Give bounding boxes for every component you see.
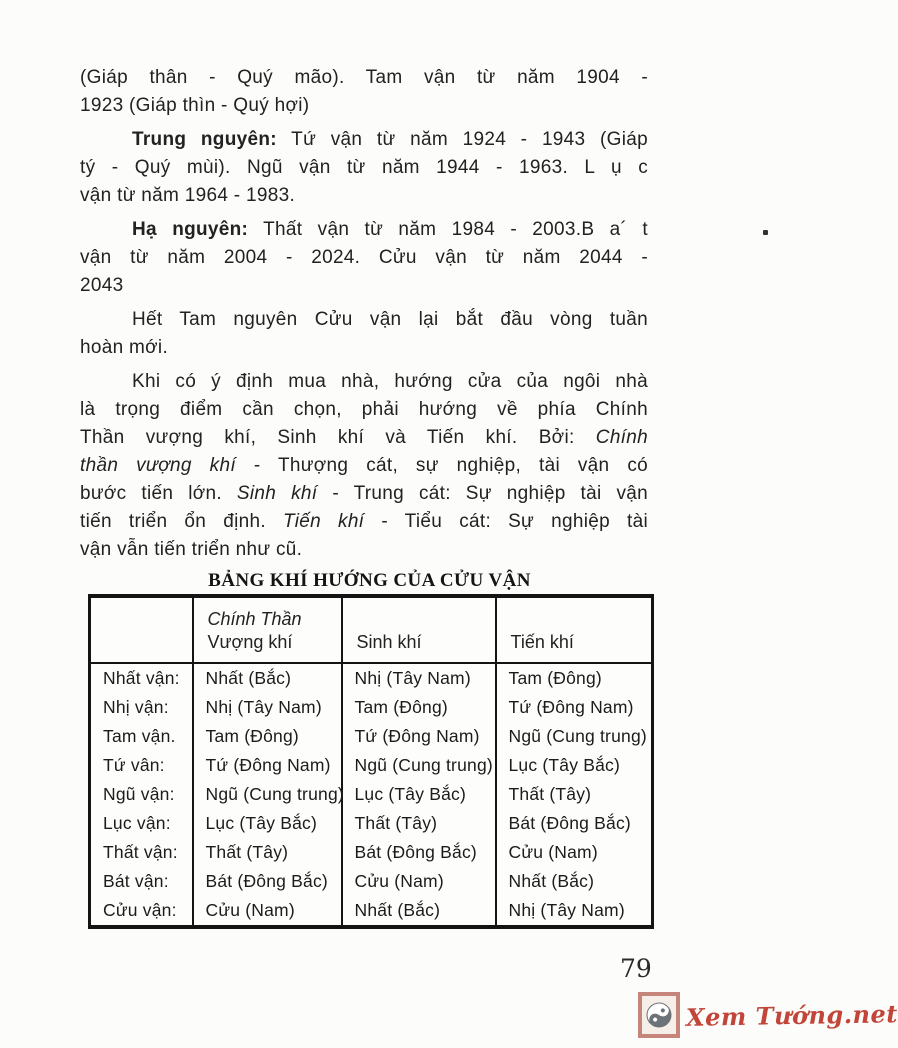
text-segment: tý - Quý mùi). Ngũ vận từ năm 1944 - 1963. L ụ c (80, 157, 648, 178)
van-label-cell: Bát vận: (103, 871, 169, 891)
paragraph (80, 126, 648, 210)
text-line (80, 424, 648, 452)
text-segment: - Thượng cát, sự nghiệp, tài vận có (235, 455, 648, 476)
text-line (80, 396, 648, 424)
tien-khi-cell: Nhị (Tây Nam) (496, 896, 653, 927)
text-segment: là trọng điểm cần chọn, phải hướng về phía Chính (80, 399, 648, 420)
header-chinh-than-line2: Vượng khí (207, 632, 293, 652)
paragraph (80, 64, 648, 120)
tien-khi-cell: Thất (Tây) (496, 780, 653, 809)
table-row (90, 693, 653, 722)
text-line (80, 216, 648, 244)
table-row (90, 722, 653, 751)
text-segment: Hạ nguyên: (132, 219, 249, 240)
text-segment: tiến triển ổn định. (80, 511, 283, 532)
text-segment: Hết Tam nguyên Cửu vận lại bắt đầu vòng tuần (132, 309, 648, 330)
text-segment: vận từ năm 2004 - 2024. Cửu vận từ năm 2044 - (80, 247, 648, 268)
header-sinh-khi-cell (342, 596, 496, 663)
text-line (80, 154, 648, 182)
table-row (90, 663, 653, 693)
van-label-cell: Nhị vận: (103, 697, 169, 717)
text-line (80, 126, 648, 154)
text-line (80, 536, 648, 564)
header-tien-khi-cell (496, 596, 653, 663)
tien-khi-cell: Ngũ (Cung trung) (496, 722, 653, 751)
table-header (90, 596, 653, 663)
text-segment: vận từ năm 1964 - 1983. (80, 185, 296, 206)
paragraph (80, 368, 648, 564)
header-chinh-than-cell (193, 596, 342, 663)
text-segment: 1923 (Giáp thìn - Quý hợi) (80, 95, 310, 116)
paragraph (80, 306, 648, 362)
sinh-khi-cell: Ngũ (Cung trung) (342, 751, 496, 780)
chinh-than-cell: Nhị (Tây Nam) (193, 693, 342, 722)
tien-khi-cell: Tam (Đông) (496, 663, 653, 693)
text-segment: (Giáp thân - Quý mão). Tam vận từ năm 1904 - (80, 67, 648, 88)
text-segment: - Tiểu cát: Sự nghiệp tài (364, 511, 649, 532)
van-label-cell: Cửu vận: (103, 900, 177, 920)
header-tien-khi-label: Tiến khí (510, 632, 574, 652)
chinh-than-cell: Tứ (Đông Nam) (193, 751, 342, 780)
table-row (90, 780, 653, 809)
text-segment: hoàn mới. (80, 337, 169, 358)
chinh-than-cell: Tam (Đông) (193, 722, 342, 751)
watermark (638, 992, 898, 1038)
text-segment: Tứ vận từ năm 1924 - 1943 (Giáp (276, 129, 648, 150)
text-line (80, 334, 648, 362)
page-content (80, 64, 648, 929)
chinh-than-cell: Cửu (Nam) (193, 896, 342, 927)
tien-khi-cell: Lục (Tây Bắc) (496, 751, 653, 780)
scan-speck (763, 230, 768, 235)
text-line (80, 306, 648, 334)
sinh-khi-cell: Tam (Đông) (342, 693, 496, 722)
text-segment: bước tiến lớn. (80, 483, 237, 504)
text-line (80, 508, 648, 536)
text-segment: Sinh khí (236, 483, 318, 504)
text-line (80, 244, 648, 272)
khi-huong-table (88, 594, 654, 929)
yin-yang-icon (638, 992, 680, 1038)
chinh-than-cell: Nhất (Bắc) (193, 663, 342, 693)
table-row (90, 867, 653, 896)
sinh-khi-cell: Cửu (Nam) (342, 867, 496, 896)
text-line (80, 368, 648, 396)
chinh-than-cell: Bát (Đông Bắc) (193, 867, 342, 896)
header-sinh-khi-label: Sinh khí (356, 632, 422, 652)
text-segment: thần vượng khí (80, 455, 236, 476)
van-label-cell: Nhất vận: (103, 668, 180, 688)
van-label-cell: Lục vận: (103, 813, 171, 833)
text-segment: vận vẫn tiến triển như cũ. (80, 539, 303, 560)
table-header-row (90, 596, 653, 663)
header-chinh-than-line1: Chính Thần (207, 609, 302, 629)
chinh-than-cell: Lục (Tây Bắc) (193, 809, 342, 838)
text-segment: Chính (595, 427, 648, 448)
text-line (80, 64, 648, 92)
sinh-khi-cell: Nhị (Tây Nam) (342, 663, 496, 693)
header-corner-cell (90, 596, 193, 663)
sinh-khi-cell: Thất (Tây) (342, 809, 496, 838)
text-segment: 2043 (80, 275, 124, 296)
table-row (90, 751, 653, 780)
chinh-than-cell: Ngũ (Cung trung) (193, 780, 342, 809)
table-row (90, 896, 653, 927)
sinh-khi-cell: Bát (Đông Bắc) (342, 838, 496, 867)
table-row (90, 838, 653, 867)
text-segment: Trung nguyên: (132, 129, 277, 150)
text-line (80, 480, 648, 508)
table-title: BẢNG KHÍ HƯỚNG CỦA CỬU VẬN (208, 570, 531, 591)
paragraph (80, 216, 648, 300)
sinh-khi-cell: Lục (Tây Bắc) (342, 780, 496, 809)
text-segment: Thần vượng khí, Sinh khí và Tiến khí. Bởi: (80, 427, 596, 448)
body-text (80, 64, 648, 564)
van-label-cell: Ngũ vận: (103, 784, 175, 804)
watermark-text: Xem Tướng.net (685, 998, 898, 1032)
tien-khi-cell: Tứ (Đông Nam) (496, 693, 653, 722)
sinh-khi-cell: Tứ (Đông Nam) (342, 722, 496, 751)
text-line (80, 452, 648, 480)
tien-khi-cell: Cửu (Nam) (496, 838, 653, 867)
sinh-khi-cell: Nhất (Bắc) (342, 896, 496, 927)
page-number: 79 (620, 954, 652, 983)
text-line (80, 92, 648, 120)
text-segment: Thất vận từ năm 1984 - 2003.B a´ t (248, 219, 649, 240)
text-segment: Tiến khí (282, 511, 365, 532)
table-body (90, 663, 653, 927)
tien-khi-cell: Bát (Đông Bắc) (496, 809, 653, 838)
tien-khi-cell: Nhất (Bắc) (496, 867, 653, 896)
van-label-cell: Thất vận: (103, 842, 178, 862)
text-line (80, 272, 648, 300)
text-segment: Khi có ý định mua nhà, hướng cửa của ngôi nhà (132, 371, 648, 392)
table-row (90, 809, 653, 838)
van-label-cell: Tứ vân: (103, 755, 165, 775)
chinh-than-cell: Thất (Tây) (193, 838, 342, 867)
text-line (80, 182, 648, 210)
text-segment: - Trung cát: Sự nghiệp tài vận (317, 483, 649, 504)
van-label-cell: Tam vận. (103, 726, 176, 746)
